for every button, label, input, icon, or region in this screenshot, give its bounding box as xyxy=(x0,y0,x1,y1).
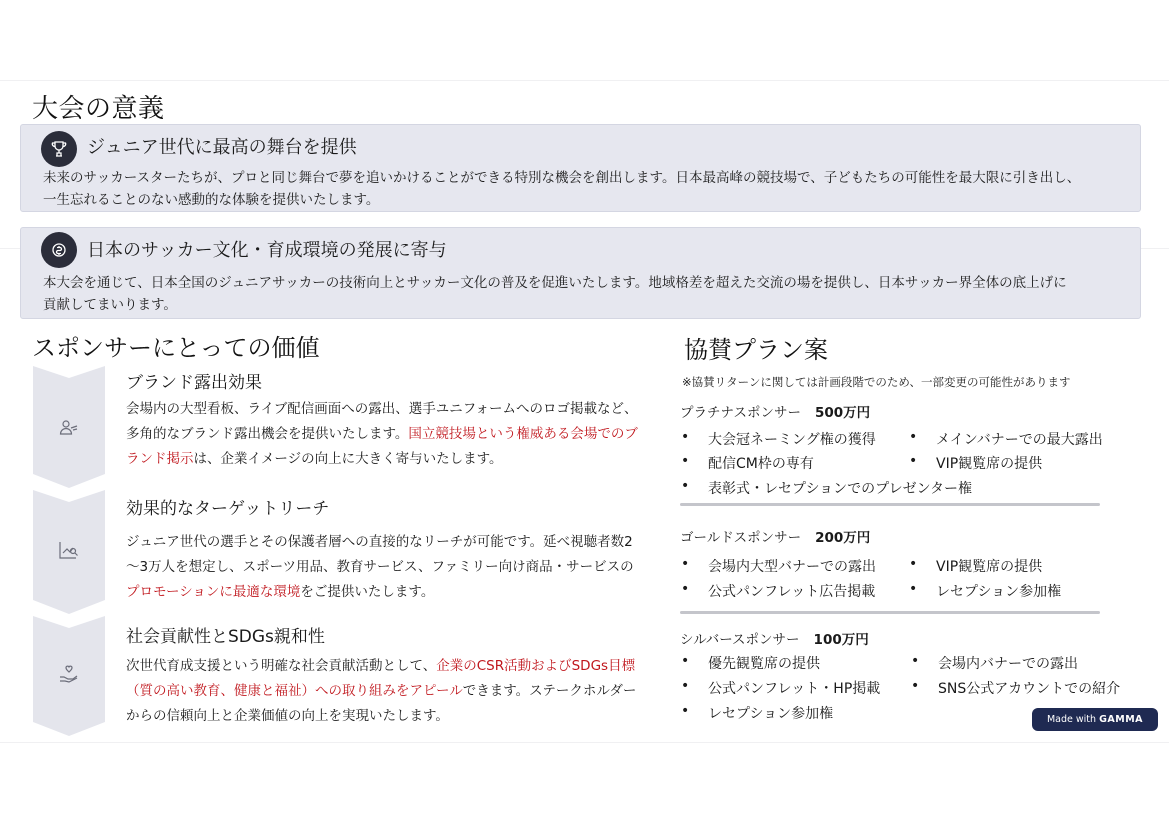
section-heading-plans: 協賛プラン案 xyxy=(684,336,828,364)
plan-benefit: • VIP観覧席の提供 xyxy=(936,453,1042,473)
value-body xyxy=(126,654,646,729)
plan-benefit: • 公式パンフレット広告掲載 xyxy=(708,581,875,601)
plan-benefit: • 公式パンフレット・HP掲載 xyxy=(708,678,880,698)
section-heading-value: スポンサーにとっての価値 xyxy=(32,334,320,362)
section-heading-significance: 大会の意義 xyxy=(32,94,165,124)
plan-benefit: • 表彰式・レセプションでのプレゼンター権 xyxy=(708,478,972,498)
plan-name: プラチナスポンサー xyxy=(680,405,801,421)
card-body xyxy=(43,272,1123,316)
card-body-line: 貢献してまいります。 xyxy=(43,297,177,313)
plan-benefit: • SNS公式アカウントでの紹介 xyxy=(938,678,1120,698)
currency-icon xyxy=(41,232,77,268)
card-body-line: 一生忘れることのない感動的な体験を提供いたします。 xyxy=(43,192,380,208)
plan-benefit: • VIP観覧席の提供 xyxy=(936,556,1042,576)
hand-heart-icon xyxy=(57,662,81,686)
plan-benefit: • 大会冠ネーミング権の獲得 xyxy=(708,429,876,449)
card-body-line: 本大会を通じて、日本全国のジュニアサッカーの技術向上とサッカー文化の普及を促進いたします。地域格差を超えた交流の場を提供し、日本サッカー界全体の底上げに xyxy=(43,275,1067,291)
trophy-icon xyxy=(41,131,77,167)
value-highlight: プロモーションに最適な環境 xyxy=(126,584,301,600)
significance-card-1 xyxy=(20,124,1141,212)
plan-benefit: • 配信CM枠の専有 xyxy=(708,453,814,473)
card-title: 日本のサッカー文化・育成環境の発展に寄与 xyxy=(87,240,447,261)
significance-card-2 xyxy=(20,227,1141,319)
plan-benefit: • レセプション参加権 xyxy=(936,581,1061,601)
value-text: は、企業イメージの向上に大きく寄与いたします。 xyxy=(193,451,503,467)
value-step-3 xyxy=(33,616,105,736)
plan-name: ゴールドスポンサー xyxy=(680,530,802,546)
plan-benefit: • 会場内大型バナーでの露出 xyxy=(708,556,876,576)
people-icon xyxy=(57,416,81,440)
divider xyxy=(0,80,1169,81)
plan-separator xyxy=(680,503,1100,506)
value-body xyxy=(126,530,646,605)
badge-prefix: Made with xyxy=(1046,714,1097,725)
plan-benefit: • 会場内バナーでの露出 xyxy=(938,653,1078,673)
value-text: ジュニア世代の選手とその保護者層への直接的なリーチが可能です。延べ視聴者数2～3万人を想定し、スポーツ用品、教育サービス、ファミリー向け商品・サービスの xyxy=(126,534,634,575)
plan-benefit: • メインバナーでの最大露出 xyxy=(936,429,1103,449)
value-step-1 xyxy=(33,366,105,488)
plan-name: シルバースポンサー xyxy=(680,632,800,648)
badge-brand: GAMMA xyxy=(1099,714,1144,725)
value-text: できます。ステークホルダーからの信頼向上と企業価値の向上を実現いたします。 xyxy=(126,683,637,724)
value-title: 社会貢献性とSDGs親和性 xyxy=(126,627,325,647)
plan-heading-silver xyxy=(680,628,869,648)
value-text: をご提供いたします。 xyxy=(300,584,435,600)
plan-benefit: • 優先観覧席の提供 xyxy=(708,653,820,673)
value-highlight: 国立競技場という権威ある会場でのブランド掲示 xyxy=(126,426,638,467)
value-step-2 xyxy=(33,490,105,614)
plan-benefit: • レセプション参加権 xyxy=(708,703,833,723)
card-body-line: 未来のサッカースターたちが、プロと同じ舞台で夢を追いかけることができる特別な機会を創出します。日本最高峰の競技場で、子どもたちの可能性を最大限に引き出し、 xyxy=(43,170,1081,186)
divider xyxy=(0,742,1169,743)
value-title: ブランド露出効果 xyxy=(126,373,262,393)
value-title: 効果的なターゲットリーチ xyxy=(126,499,330,519)
value-highlight: 企業のCSR活動およびSDGs目標（質の高い教育、健康と福祉）への取り組みをアピール xyxy=(126,658,636,699)
plan-heading-platinum xyxy=(680,401,870,421)
card-title: ジュニア世代に最高の舞台を提供 xyxy=(87,137,357,158)
made-with-gamma-badge[interactable] xyxy=(1032,708,1158,731)
plan-price: 200万円 xyxy=(815,530,871,546)
chart-search-icon xyxy=(57,538,81,562)
card-body xyxy=(43,167,1123,211)
value-text: 次世代育成支援という明確な社会貢献活動として、 xyxy=(126,658,437,674)
value-body xyxy=(126,397,646,472)
plan-heading-gold xyxy=(680,526,870,546)
plan-price: 100万円 xyxy=(813,632,869,648)
plans-note: ※協賛リターンに関しては計画段階でのため、一部変更の可能性があります xyxy=(682,375,1071,389)
value-text: 会場内の大型看板、ライブ配信画面への露出、選手ユニフォームへのロゴ掲載など、多角的なブランド露出機会を提供いたします。 xyxy=(126,401,638,442)
plan-separator xyxy=(680,611,1100,614)
plan-price: 500万円 xyxy=(814,405,871,421)
